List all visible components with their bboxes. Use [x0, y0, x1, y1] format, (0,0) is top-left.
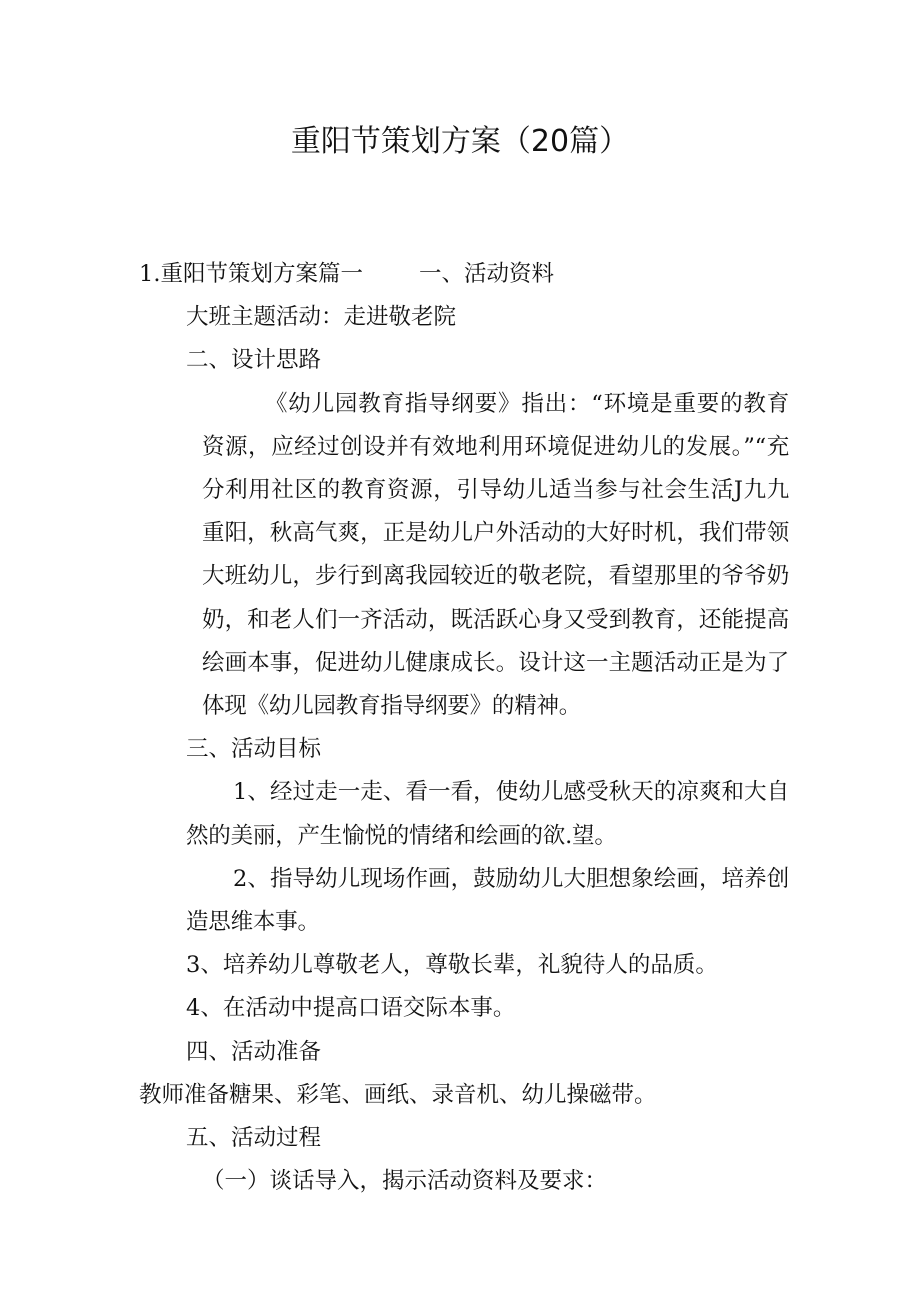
document-title: 重阳节策划方案（20篇）	[290, 124, 630, 159]
paragraph-preparation: 教师准备糖果、彩笔、画纸、录音机、幼儿操磁带。	[139, 1081, 657, 1108]
paragraph-design-idea-text: 《幼儿园教育指导纲要》指出：“环境是重要的教育资源，应经过创设并有效地利用环境促进幼儿的发展。”“充分利用社区的教育资源，引导幼儿适当参与社会生活J九九重阳，秋高气爽，正是幼儿户外活动的大好时机，我们带领大班幼儿，步行到离我园较近的敬老院，看望那里的爷爷奶奶，和老人们一齐活动，既活跃心身又受到教育，还能提高绘画本事，促进幼儿健康成长。设计这一主题活动正是为了体现《幼儿园教育指导纲要》的精神。	[202, 390, 789, 720]
section-heading-preparation: 四、活动准备	[186, 1038, 322, 1065]
document-body	[139, 253, 789, 1203]
paragraph-design-idea	[139, 383, 789, 729]
section-heading-design: 二、设计思路	[186, 347, 322, 374]
section-heading-process: 五、活动过程	[186, 1125, 322, 1152]
goal-item-2: 2、指导幼儿现场作画，鼓励幼儿大胆想象绘画，培养创造思维本事。	[186, 865, 789, 936]
section-heading-goals: 三、活动目标	[186, 736, 322, 763]
section-heading-activity-content: 一、活动资料	[418, 261, 554, 287]
article-heading: 1.重阳节策划方案篇一	[139, 261, 363, 287]
goal-item-3: 3、培养幼儿尊敬老人，尊敬长辈，礼貌待人的品质。	[186, 952, 718, 979]
goal-item-4: 4、在活动中提高口语交际本事。	[186, 995, 516, 1022]
process-step-1: （一）谈话导入，揭示活动资料及要求：	[202, 1168, 608, 1195]
section-heading-line	[139, 253, 789, 296]
goal-item-1: 1、经过走一走、看一看，使幼儿感受秋天的凉爽和大自然的美丽，产生愉悦的情绪和绘画的欲.望。	[186, 779, 789, 849]
paragraph-theme: 大班主题活动：走进敬老院	[186, 304, 457, 331]
